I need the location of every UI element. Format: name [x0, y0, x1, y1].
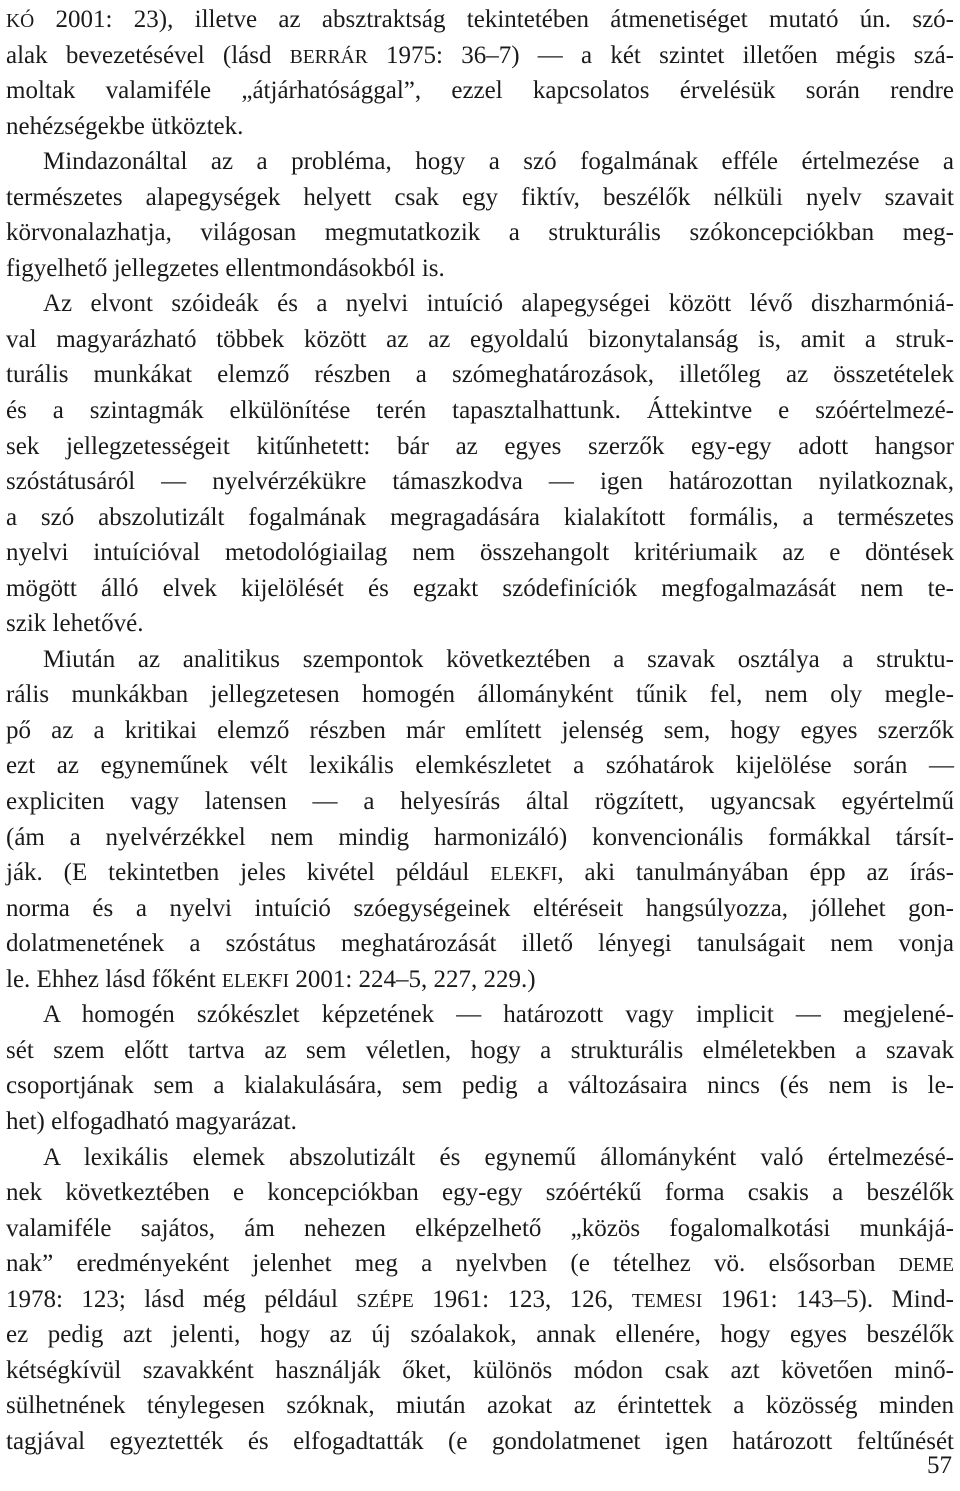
text-line: a szó abszolutizált fogalmának megragadására kialakított formális, a természetes	[6, 503, 954, 531]
author-name-smallcaps: KÓ	[6, 11, 35, 32]
text-line: alak bevezetésével (lásd BERRÁR 1975: 36–7) — a két szintet illetően mégis szá-	[6, 41, 955, 69]
text-line: turális munkákat elemző részben a szómeghatározások, illetőleg az összetételek	[6, 361, 954, 389]
text-line: le. Ehhez lásd főként ELEKFI 2001: 224–5, 227, 229.)	[6, 965, 536, 993]
text-line: expliciten vagy latensen — a helyesírás által rögzített, ugyancsak egyértelmű	[6, 788, 954, 816]
author-name-smallcaps: BERRÁR	[289, 46, 368, 68]
text-line: kétségkívül szavakként használják őket, különös módon csak azt követően minő-	[6, 1356, 954, 1384]
text-line: szóstátusáról — nyelvérzékükre támaszkodva — igen határozottan nyilatkoznak,	[6, 468, 954, 496]
text-line: sét szem előtt tartva az sem véletlen, hogy a strukturális elméletekben a szavak	[6, 1036, 954, 1064]
text-line: pő az a kritikai elemző részben már említett jelenség sem, hogy egyes szerzők	[6, 716, 954, 744]
text-line: nak” eredményeként jelenhet meg a nyelvben (e tételhez vö. elsősorban DEME	[6, 1250, 954, 1278]
text-line: ez pedig azt jelenti, hogy az új szóalakok, annak ellenére, hogy egyes beszélők	[6, 1321, 954, 1349]
text-line: (ám a nyelvérzékkel nem mindig harmonizáló) konvencionális formákkal társít-	[6, 823, 954, 851]
text-line: sülhetnének ténylegesen szóknak, miután azokat az érintettek a közösség minden	[6, 1392, 954, 1420]
text-line: nehézségekbe ütköztek.	[6, 112, 244, 140]
text-line: természetes alapegységek helyett csak egy fiktív, beszélők nélküli nyelv szavait	[6, 183, 954, 211]
text-line: nek következtében e koncepciókban egy-egy szóértékű forma csakis a beszélők	[6, 1179, 954, 1207]
page-number: 57	[927, 1452, 952, 1479]
text-line: csoportjának sem a kialakulására, sem pedig a változásaira nincs (és nem is le-	[6, 1072, 954, 1100]
text-line: mögött álló elvek kijelölését és egzakt szódefiníciók megfogalmazását nem te-	[6, 574, 954, 602]
text-line: A lexikális elemek abszolutizált és egynemű állományként való értelmezésé-	[43, 1143, 954, 1171]
text-line: rális munkákban jellegzetesen homogén állományként tűnik fel, nem oly megle-	[6, 681, 954, 709]
document-body	[6, 2, 954, 1459]
text-line: ezt az egyneműnek vélt lexikális elemkészletet a szóhatárok kijelölése során —	[6, 752, 954, 780]
text-line: és a szintagmák elkülönítése terén tapasztalhattunk. Áttekintve e szóértelmezé-	[6, 397, 954, 425]
author-name-smallcaps: ELEKFI	[490, 864, 558, 886]
text-line: ják. (E tekintetben jeles kivétel például ELEKFI, aki tanulmányában épp az írás-	[6, 859, 955, 887]
text-line: het) elfogadható magyarázat.	[6, 1107, 297, 1135]
text-line: tagjával egyeztették és elfogadtatták (e gondolatmenet igen határozott feltűnését	[6, 1427, 954, 1455]
text-line: körvonalazhatja, világosan megmutatkozik a strukturális szókoncepciókban meg-	[6, 219, 954, 247]
text-line: valamiféle sajátos, ám nehezen elképzelhető „közös fogalomalkotási munkájá-	[6, 1214, 954, 1242]
text-line: KÓ 2001: 23), illetve az absztraktság tekintetében átmenetiséget mutató ún. szó-	[6, 6, 954, 33]
text-line: 1978: 123; lásd még például SZÉPE 1961: 123, 126, TEMESI 1961: 143–5). Mind-	[6, 1285, 955, 1313]
text-line: Mindazonáltal az a probléma, hogy a szó fogalmának efféle értelmezése a	[43, 148, 954, 176]
author-name-smallcaps: DEME	[898, 1255, 954, 1277]
text-line: nyelvi intuícióval metodológiailag nem összehangolt kritériumaik az e döntések	[6, 539, 954, 567]
text-line: Az elvont szóideák és a nyelvi intuíció alapegységei között lévő diszharmóniá-	[43, 290, 954, 318]
text-line: szik lehetővé.	[6, 610, 144, 638]
text-line: sek jellegzetességeit kitűnhetett: bár az egyes szerzők egy-egy adott hangsor	[6, 432, 954, 460]
text-line: figyelhető jellegzetes ellentmondásokból is.	[6, 254, 445, 282]
author-name-smallcaps: TEMESI	[631, 1290, 703, 1312]
text-line: Miután az analitikus szempontok következtében a szavak osztálya a struktu-	[43, 645, 954, 673]
text-line: moltak valamiféle „átjárhatósággal”, ezzel kapcsolatos érvelésük során rendre	[6, 77, 954, 105]
text-line: dolatmenetének a szóstátus meghatározását illető lényegi tanulságait nem vonja	[6, 930, 954, 958]
text-line: A homogén szókészlet képzetének — határozott vagy implicit — megjelené-	[43, 1001, 954, 1029]
author-name-smallcaps: ELEKFI	[221, 970, 290, 992]
author-name-smallcaps: SZÉPE	[356, 1290, 414, 1312]
text-line: val magyarázható többek között az az egyoldalú bizonytalanság is, amit a struk-	[6, 325, 954, 353]
text-line: norma és a nyelvi intuíció szóegységeinek eltéréseit hangsúlyozza, jóllehet gon-	[6, 894, 954, 922]
